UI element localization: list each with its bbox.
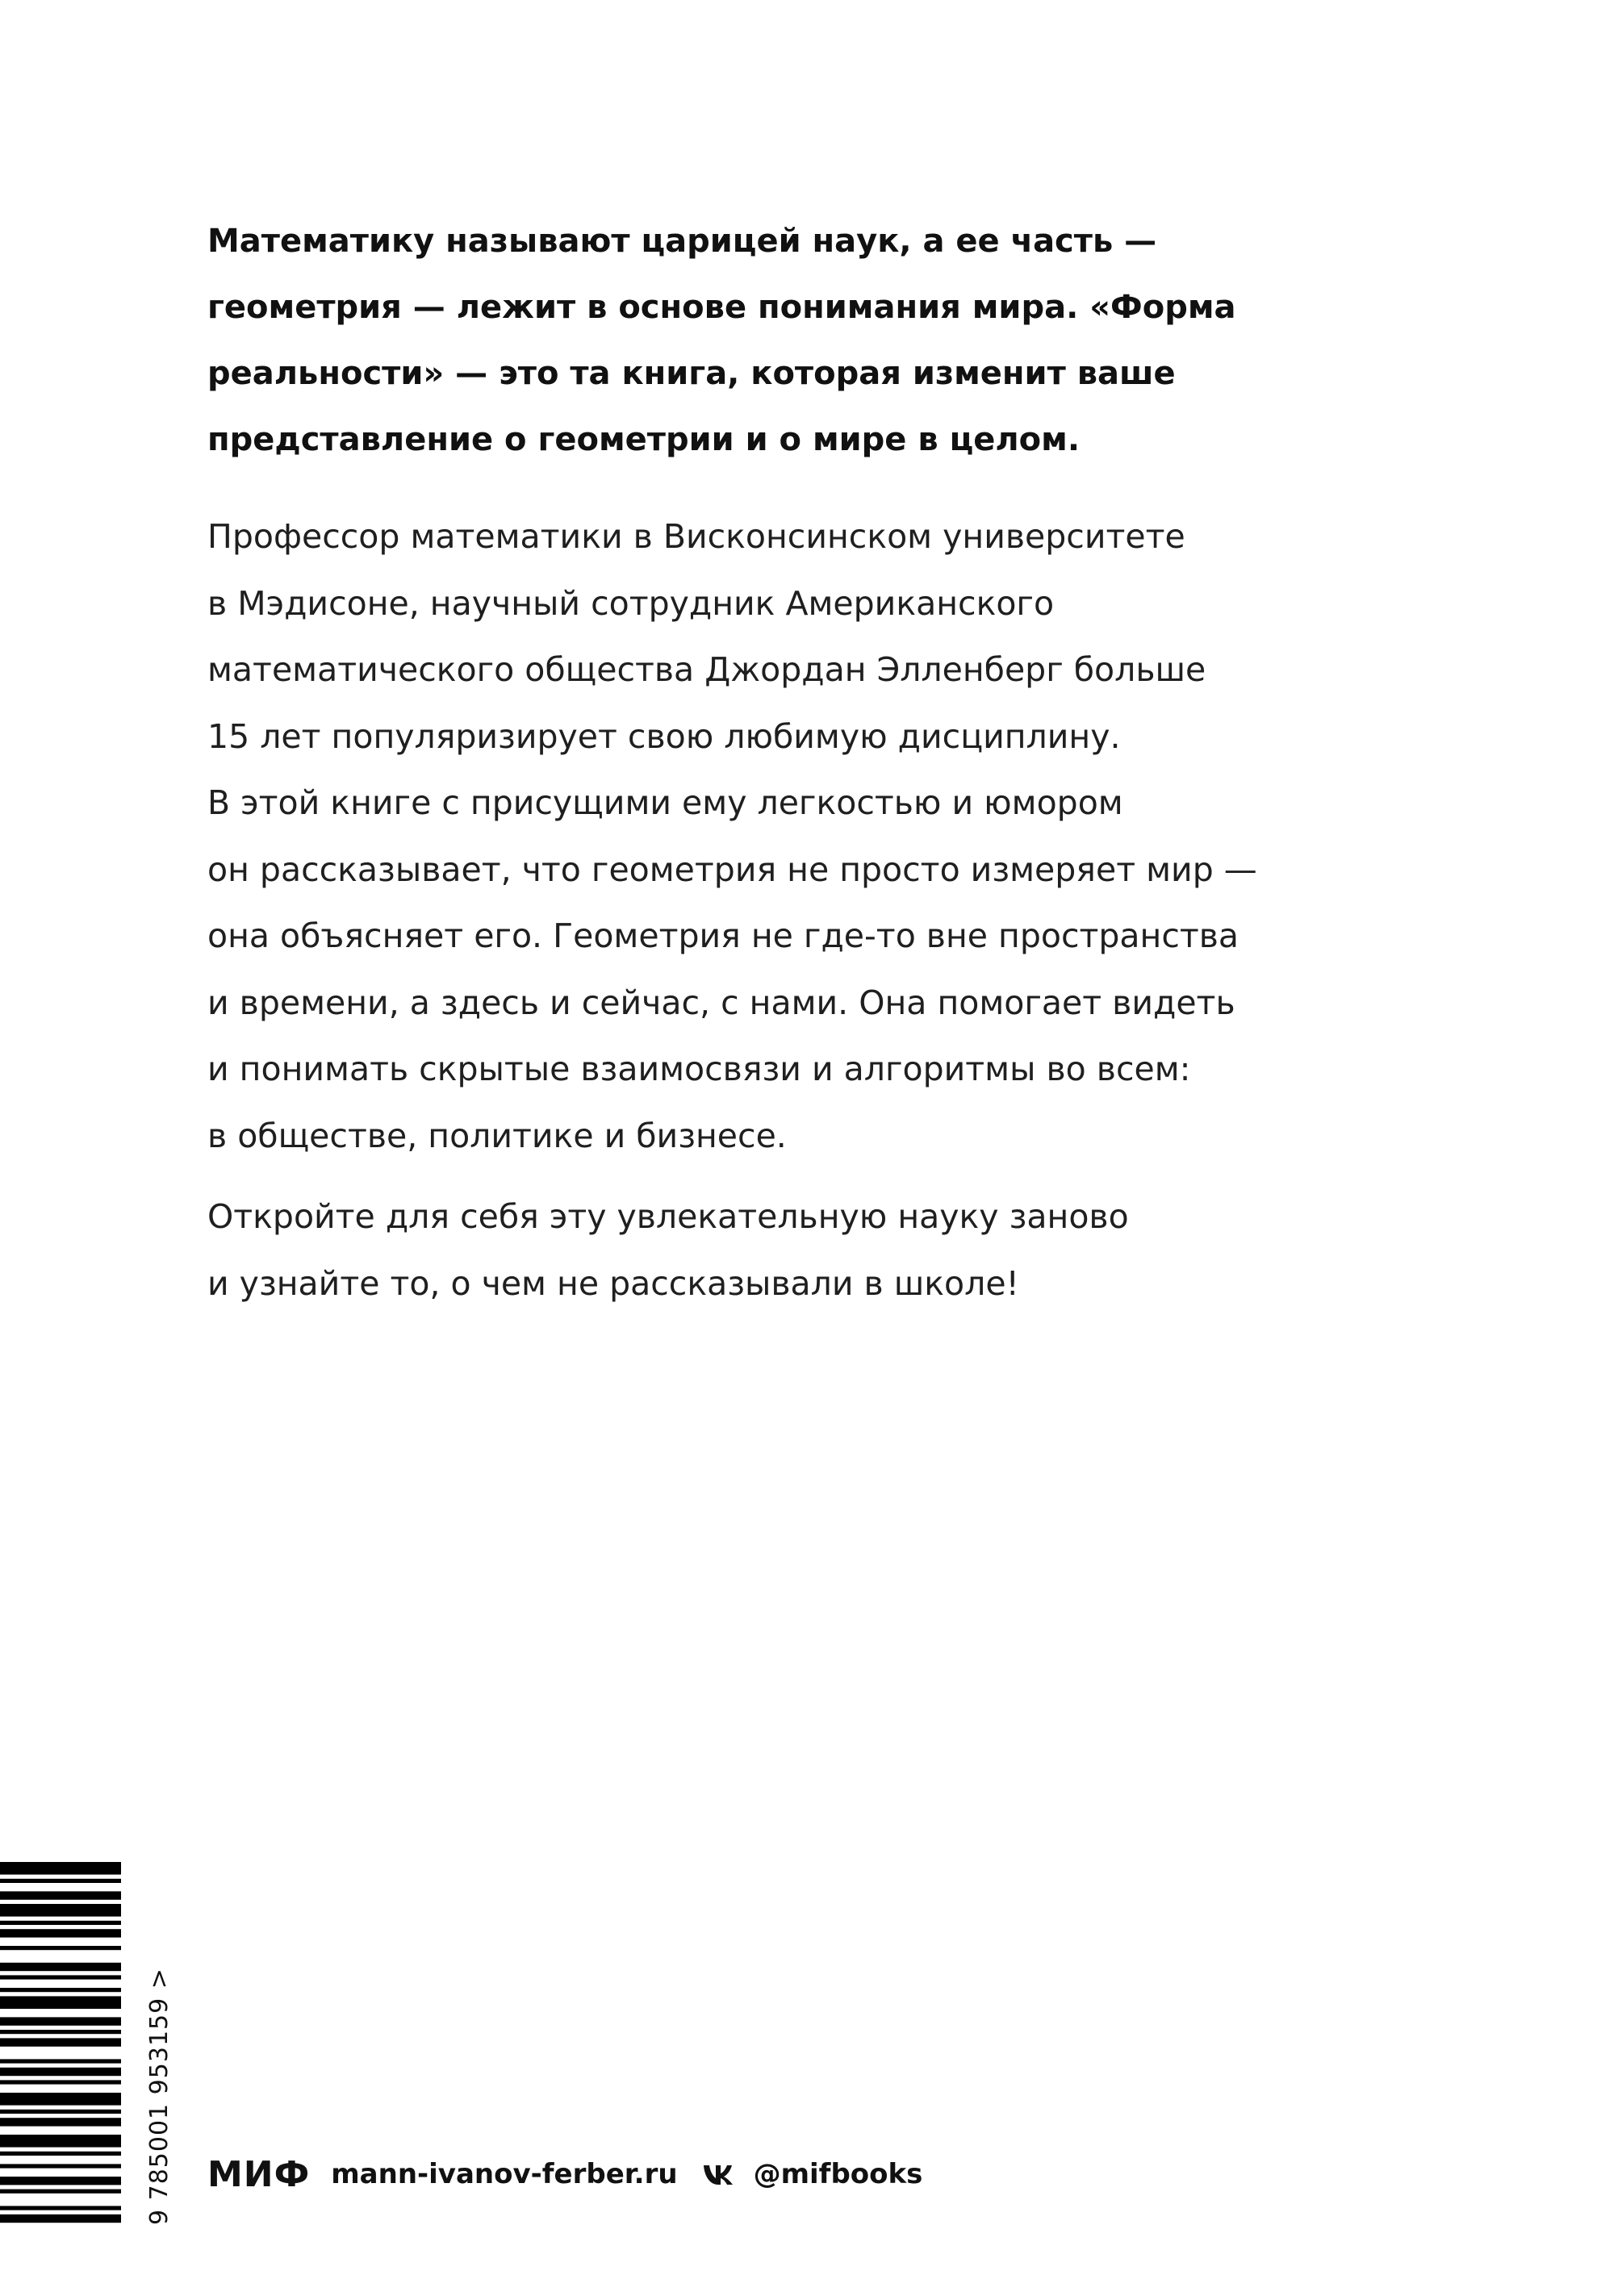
barcode-bar [0,2118,121,2126]
barcode-bar [0,2030,121,2034]
website-link[interactable]: mann-ivanov-ferber.ru [331,2158,678,2190]
barcode-bar [0,2177,121,2185]
text-block [207,208,1321,1317]
lead-line: Математику называют царицей наук, а ее часть — [207,223,1157,260]
social-handle[interactable]: @mifbooks [753,2158,923,2190]
barcode-bar [0,1891,121,1899]
vk-icon[interactable] [702,2163,738,2185]
body-line: Откройте для себя эту увлекательную науку заново [207,1197,1129,1236]
barcode-bar [0,2038,121,2046]
barcode-bar [0,1975,121,1979]
lead-paragraph [207,208,1321,473]
body-paragraph-2 [207,1183,1321,1317]
barcode-bar [0,2017,121,2025]
body-line: и понимать скрытые взаимосвязи и алгоритмы во всем: [207,1050,1191,1088]
body-line: В этой книге с присущими ему легкостью и юмором [207,783,1123,822]
barcode-bar [0,1862,121,1875]
body-line: в Мэдисоне, научный сотрудник Американского [207,583,1055,623]
body-line: математического общества Джордан Элленберг больше [207,650,1206,689]
lead-line: геометрия — лежит в основе понимания мира. «Форма [207,289,1236,326]
lead-line: представление о геометрии и о мире в целом. [207,421,1081,458]
body-line: в обществе, политике и бизнесе. [207,1116,787,1155]
barcode-bar [0,1963,121,1971]
barcode-bar [0,1904,121,1917]
body-line: Профессор математики в Висконсинском университете [207,517,1185,556]
isbn-barcode [0,1856,161,2227]
publisher-logo: МИФ [207,2153,311,2195]
barcode-bar [0,1921,121,1925]
lead-line: реальности» — это та книга, которая изменит ваше [207,355,1176,392]
barcode-bar [0,2080,121,2084]
barcode-bar [0,2206,121,2210]
barcode-bar [0,2068,121,2076]
barcode-bar [0,2190,121,2194]
barcode-bar [0,2215,121,2223]
barcode-bar [0,1946,121,1950]
body-line: он рассказывает, что геометрия не просто измеряет мир — [207,850,1257,889]
barcode-bar [0,2059,121,2063]
body-line: она объясняет его. Геометрия не где-то вне пространства [207,916,1239,955]
barcode-bar [0,2110,121,2114]
barcode-bar [0,1929,121,1937]
body-line: и узнайте то, о чем не рассказывали в школе! [207,1263,1019,1303]
barcode-bar [0,2152,121,2156]
body-line: и времени, а здесь и сейчас, с нами. Она помогает видеть [207,983,1235,1022]
barcode-bar [0,2135,121,2148]
footer [207,2146,922,2202]
barcode-bar [0,1988,121,1992]
body-paragraph-1 [207,503,1321,1169]
barcode-bar [0,2164,121,2168]
barcode-bar [0,2093,121,2106]
body-line: 15 лет популяризирует свою любимую дисциплину. [207,716,1121,756]
barcode-bar [0,1879,121,1883]
isbn-digits: 9 785001 953159 > [145,1968,173,2225]
barcode-bar [0,1996,121,2009]
